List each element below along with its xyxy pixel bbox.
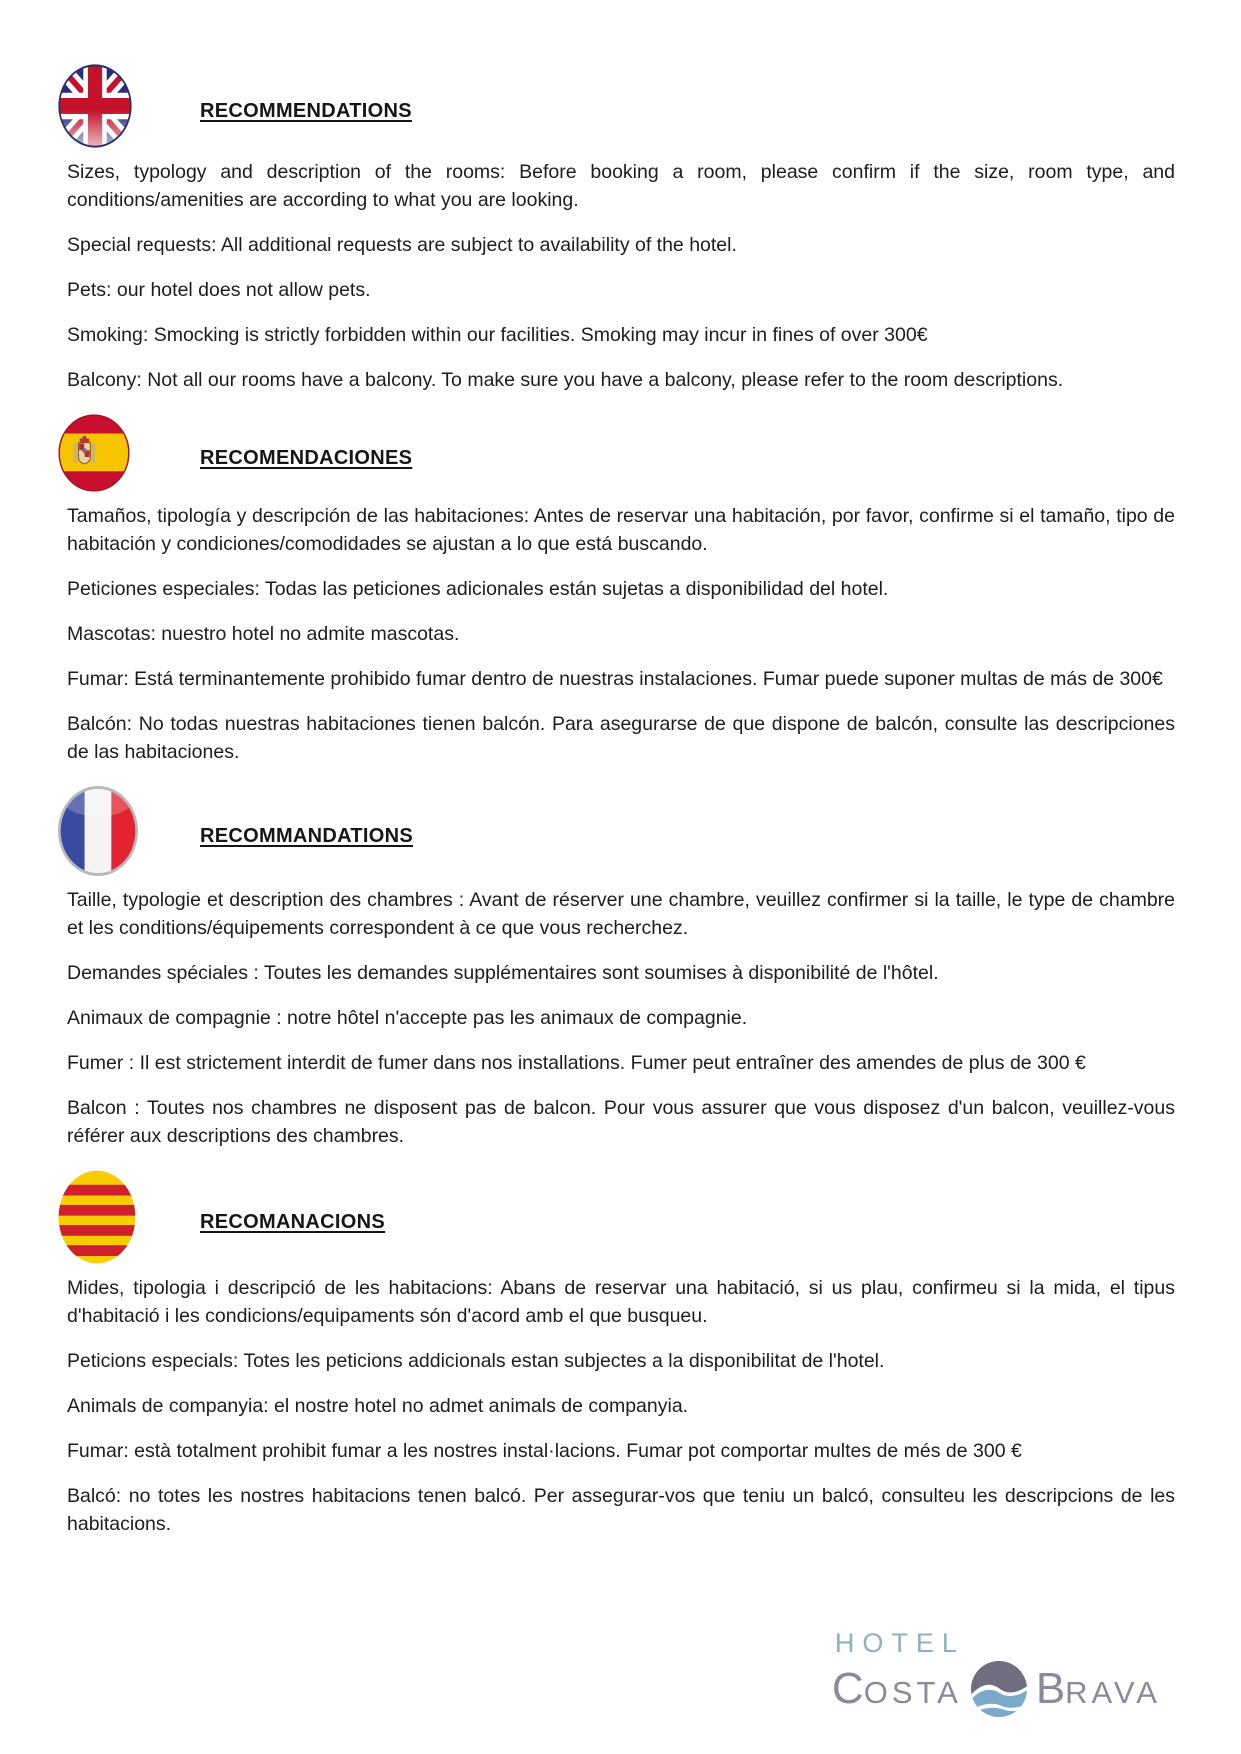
- paragraph-tamanos: Tamaños, tipología y descripción de las habitaciones: Antes de reservar una habitación, por favor, confirme si el tamaño, tipo de habitación y condiciones/comodidades se ajustan a lo que está buscando.: [67, 505, 1175, 555]
- paragraph-fumer-fr: Fumer : Il est strictement interdit de fumer dans nos installations. Fumer peut entraîner des amendes de plus de 300 €: [67, 1052, 1086, 1074]
- uk-flag-icon: [58, 64, 138, 148]
- paragraph-balcon-fr: Balcon : Toutes nos chambres ne disposent pas de balcon. Pour vous assurer que vous disposez d'un balcon, veuillez-vous référer aux descriptions des chambres.: [67, 1097, 1175, 1147]
- logo-brava-text: BRAVA: [1035, 1664, 1161, 1713]
- paragraph-peticions: Peticions especials: Totes les peticions addicionals estan subjectes a la disponibilitat de l'hotel.: [67, 1350, 885, 1372]
- logo-hotel-text: HOTEL: [834, 1628, 965, 1658]
- paragraph-animals: Animals de companyia: el nostre hotel no admet animals de companyia.: [67, 1395, 689, 1417]
- spain-flag-icon: [58, 414, 138, 492]
- section-heading-spanish: RECOMENDACIONES: [200, 446, 413, 469]
- section-english: [67, 64, 1175, 394]
- section-heading-english: RECOMMENDATIONS: [200, 99, 412, 122]
- section-heading-french: RECOMMANDATIONS: [200, 824, 414, 847]
- paragraph-taille: Taille, typologie et description des chambres : Avant de réserver une chambre, veuillez confirmer si la taille, le type de chambre et les conditions/équipements correspondent à ce que vous recherchez.: [67, 889, 1175, 939]
- paragraph-demandes: Demandes spéciales : Toutes les demandes supplémentaires sont soumises à disponibilité de l'hôtel.: [67, 962, 939, 984]
- section-french-header: [67, 786, 1175, 876]
- section-spanish-header: [67, 414, 1175, 492]
- catalonia-flag-icon: [58, 1170, 138, 1264]
- section-spanish: [67, 414, 1175, 766]
- paragraph-balcony: Balcony: Not all our rooms have a balcony. To make sure you have a balcony, please refer to the room descriptions.: [67, 369, 1064, 391]
- logo-costa-text: COSTA: [831, 1664, 962, 1713]
- section-english-header: [67, 64, 1175, 148]
- paragraph-special-requests: Special requests: All additional requests are subject to availability of the hotel.: [67, 234, 737, 256]
- paragraph-balco-ca: Balcó: no totes les nostres habitacions tenen balcó. Per assegurar-vos que teniu un balcó, consulteu les descripcions de les habitacions.: [67, 1485, 1175, 1535]
- paragraph-animaux: Animaux de compagnie : notre hôtel n'accepte pas les animaux de compagnie.: [67, 1007, 748, 1029]
- paragraph-fumar-ca: Fumar: està totalment prohibit fumar a les nostres instal·lacions. Fumar pot comportar multes de més de 300 €: [67, 1440, 1022, 1462]
- hotel-costa-brava-logo: [832, 1628, 1161, 1717]
- paragraph-pets: Pets: our hotel does not allow pets.: [67, 279, 371, 301]
- france-flag-icon: [58, 786, 138, 876]
- section-heading-catalan: RECOMANACIONS: [200, 1210, 386, 1233]
- paragraph-sizes: Sizes, typology and description of the rooms: Before booking a room, please confirm if the size, room type, and conditions/amenities are according to what you are looking.: [67, 161, 1175, 211]
- paragraph-smoking: Smoking: Smocking is strictly forbidden within our facilities. Smoking may incur in fines of over 300€: [67, 324, 928, 346]
- section-catalan: [67, 1170, 1175, 1538]
- paragraph-fumar-es: Fumar: Está terminantemente prohibido fumar dentro de nuestras instalaciones. Fumar puede suponer multas de más de 300€: [67, 668, 1163, 690]
- paragraph-mascotas: Mascotas: nuestro hotel no admite mascotas.: [67, 623, 460, 645]
- section-catalan-header: [67, 1170, 1175, 1264]
- wave-circle-icon: [971, 1661, 1027, 1717]
- paragraph-peticiones: Peticiones especiales: Todas las peticiones adicionales están sujetas a disponibilidad del hotel.: [67, 578, 889, 600]
- paragraph-mides: Mides, tipologia i descripció de les habitacions: Abans de reservar una habitació, si us plau, confirmeu si la mida, el tipus d'habitació i les condicions/equipaments són d'acord amb el que busqueu.: [67, 1277, 1175, 1327]
- section-french: [67, 786, 1175, 1150]
- paragraph-balcon-es: Balcón: No todas nuestras habitaciones tienen balcón. Para asegurarse de que dispone de balcón, consulte las descripciones de las habitaciones.: [67, 713, 1175, 763]
